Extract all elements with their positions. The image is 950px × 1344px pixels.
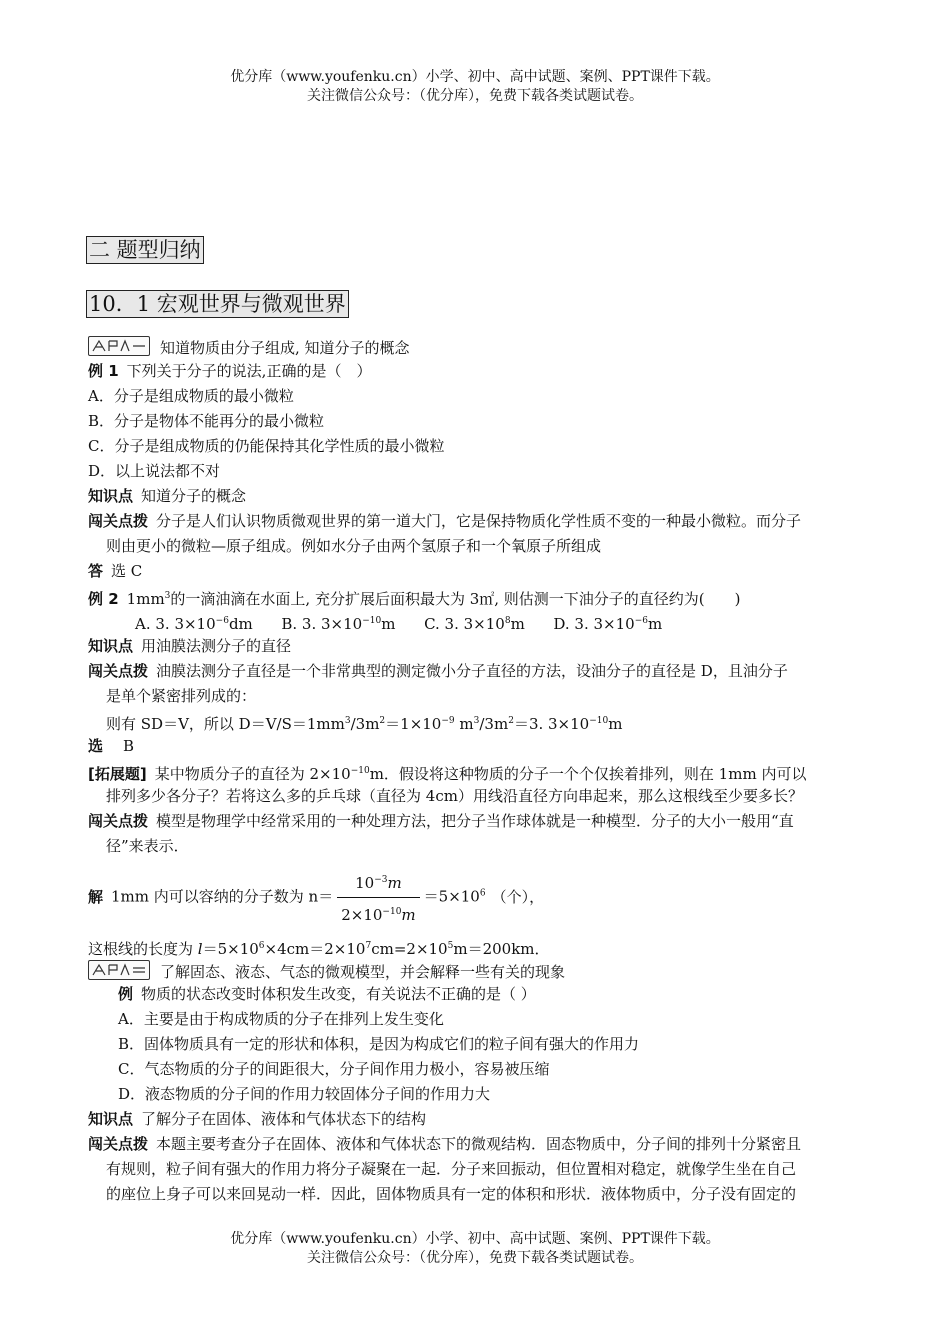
ex2-options (135, 611, 662, 634)
section-title: 二 题型归纳 (86, 236, 204, 264)
header-line-2: 关注微信公众号：（优分库），免费下载各类试题试卷。 (307, 88, 643, 104)
ex1-option-b: B．分子是物体不能再分的最小微粒 (88, 412, 325, 430)
type2-option-d: D．液态物质的分子间的作用力较固体分子间的作用力大 (118, 1085, 491, 1103)
ex2-knowledge-point: 知识点 用油膜法测分子的直径 (88, 637, 292, 655)
ex1-answer: 答 选 C (88, 562, 143, 580)
ex1-option-a: A．分子是组成物质的最小微粒 (88, 387, 294, 405)
type2-tip-line-3: 的座位上身子可以来回晃动一样．因此，固体物质具有一定的体积和形状．液体物质中，分子没有固定的 (106, 1185, 797, 1203)
type2-question: 例 物质的状态改变时体积发生改变，有关说法不正确的是（ ） (118, 985, 536, 1003)
ex1-tip-line-2: 则由更小的微粒—原子组成。例如水分子由两个氢原子和一个氧原子所组成 (106, 537, 602, 555)
ex2-tip-line-1: 闯关点拨 油膜法测分子直径是一个非常典型的测定微小分子直径的方法，设油分子的直径是 D，且油分子 (88, 662, 788, 680)
extension-question-line-2: 排列多少各分子？若将这么多的乒乓球（直径为 4cm）用线沿直径方向串起来，那么这根线至少要多长？ (106, 787, 803, 805)
type2-tip-line-2: 有规则，粒子间有强大的作用力将分子凝聚在一起．分子来回振动，但位置相对稳定，就像学生坐在自己 (106, 1160, 797, 1178)
extension-solution: 解 1mm 内可以容纳的分子数为 n＝ $\frac{10^{-3}m}{2\times 10^{-10}m}$ $=5\times 10^6$ （个）， (88, 868, 544, 927)
page-header (0, 68, 950, 106)
type2-heading (88, 960, 565, 982)
ex2-option-a: A. 3. $3\times 10^{-6}dm$ (135, 615, 253, 633)
type1-title: 知道物质由分子组成, 知道分子的概念 (160, 339, 410, 357)
ex1-knowledge-point: 知识点 知道分子的概念 (88, 487, 247, 505)
footer-line-2: 关注微信公众号：（优分库），免费下载各类试题试卷。 (307, 1250, 643, 1266)
ex2-tip-line-2: 是单个紧密排列成的： (106, 687, 257, 705)
ex2-calculation: 则有 SD＝V，所以 $D=V/S=1mm^3/3m^2=1\times 10^{-9}$ $m^3/3m^2=3$. $3\times 10^{-10}m$ (106, 715, 623, 733)
type2-title: 了解固态、液态、气态的微观模型，并会解释一些有关的现象 (160, 963, 566, 981)
ex2-option-c: C. 3. $3\times 10^8m$ (424, 615, 525, 633)
type1-heading (88, 336, 410, 358)
page-footer (0, 1230, 950, 1268)
type2-option-c: C．气态物质的分子的间距很大，分子间作用力极小，容易被压缩 (118, 1060, 550, 1078)
ex2-answer: 选 B (88, 737, 135, 755)
subsection-title: 10．1 宏观世界与微观世界 (86, 290, 349, 318)
extension-tip-line-1: 闯关点拨 模型是物理学中经常采用的一种处理方法，把分子当作球体就是一种模型．分子的大小一般用“直 (88, 812, 794, 830)
ex1-option-d: D．以上说法都不对 (88, 462, 221, 480)
ex2-option-b: B. 3. $3\times 10^{-10}m$ (281, 615, 396, 633)
type2-option-b: B．固体物质具有一定的形状和体积，是因为构成它们的粒子间有强大的作用力 (118, 1035, 640, 1053)
ex1-option-c: C．分子是组成物质的仍能保持其化学性质的最小微粒 (88, 437, 445, 455)
header-line-1: 优分库（www.youfenku.cn）小学、初中、高中试题、案例、PPT课件下载。 (230, 69, 720, 85)
ex2-question: 例 2 $1mm^3$的一滴油滴在水面上, 充分扩展后面积最大为 3㎡, 则估测一下油分子的直径约为( ) (88, 590, 741, 608)
footer-line-1: 优分库（www.youfenku.cn）小学、初中、高中试题、案例、PPT课件下载。 (230, 1231, 720, 1247)
ex2-option-d: D. 3. $3\times 10^{-6}m$ (553, 615, 663, 633)
extension-tip-line-2: 径”来表示． (106, 837, 189, 855)
solution-fraction: $\frac{10^{-3}m}{2\times 10^{-10}m}$ (337, 868, 419, 927)
question-type-2-tag-icon (88, 960, 150, 980)
extension-length: 这根线的长度为 $l=5\times 10^6\times 4cm=2\times 10^7cm=2\times 10^5m=200km$． (88, 940, 550, 958)
ex1-question: 例 1 下列关于分子的说法,正确的是（ ） (88, 362, 372, 380)
ex1-tip-line-1: 闯关点拨 分子是人们认识物质微观世界的第一道大门，它是保持物质化学性质不变的一种最小微粒。而分子 (88, 512, 802, 530)
extension-question-line-1: [拓展题] 某中物质分子的直径为 $2\times 10^{-10}m$．假设将这种物质的分子一个个仅挨着排列，则在 1mm 内可以 (88, 765, 807, 783)
type2-knowledge-point: 知识点 了解分子在固体、液体和气体状态下的结构 (88, 1110, 427, 1128)
type2-tip-line-1: 闯关点拨 本题主要考查分子在固体、液体和气体状态下的微观结构．固态物质中，分子间的排列十分紧密且 (88, 1135, 802, 1153)
type2-option-a: A．主要是由于构成物质的分子在排列上发生变化 (118, 1010, 444, 1028)
question-type-1-tag-icon (88, 336, 150, 356)
